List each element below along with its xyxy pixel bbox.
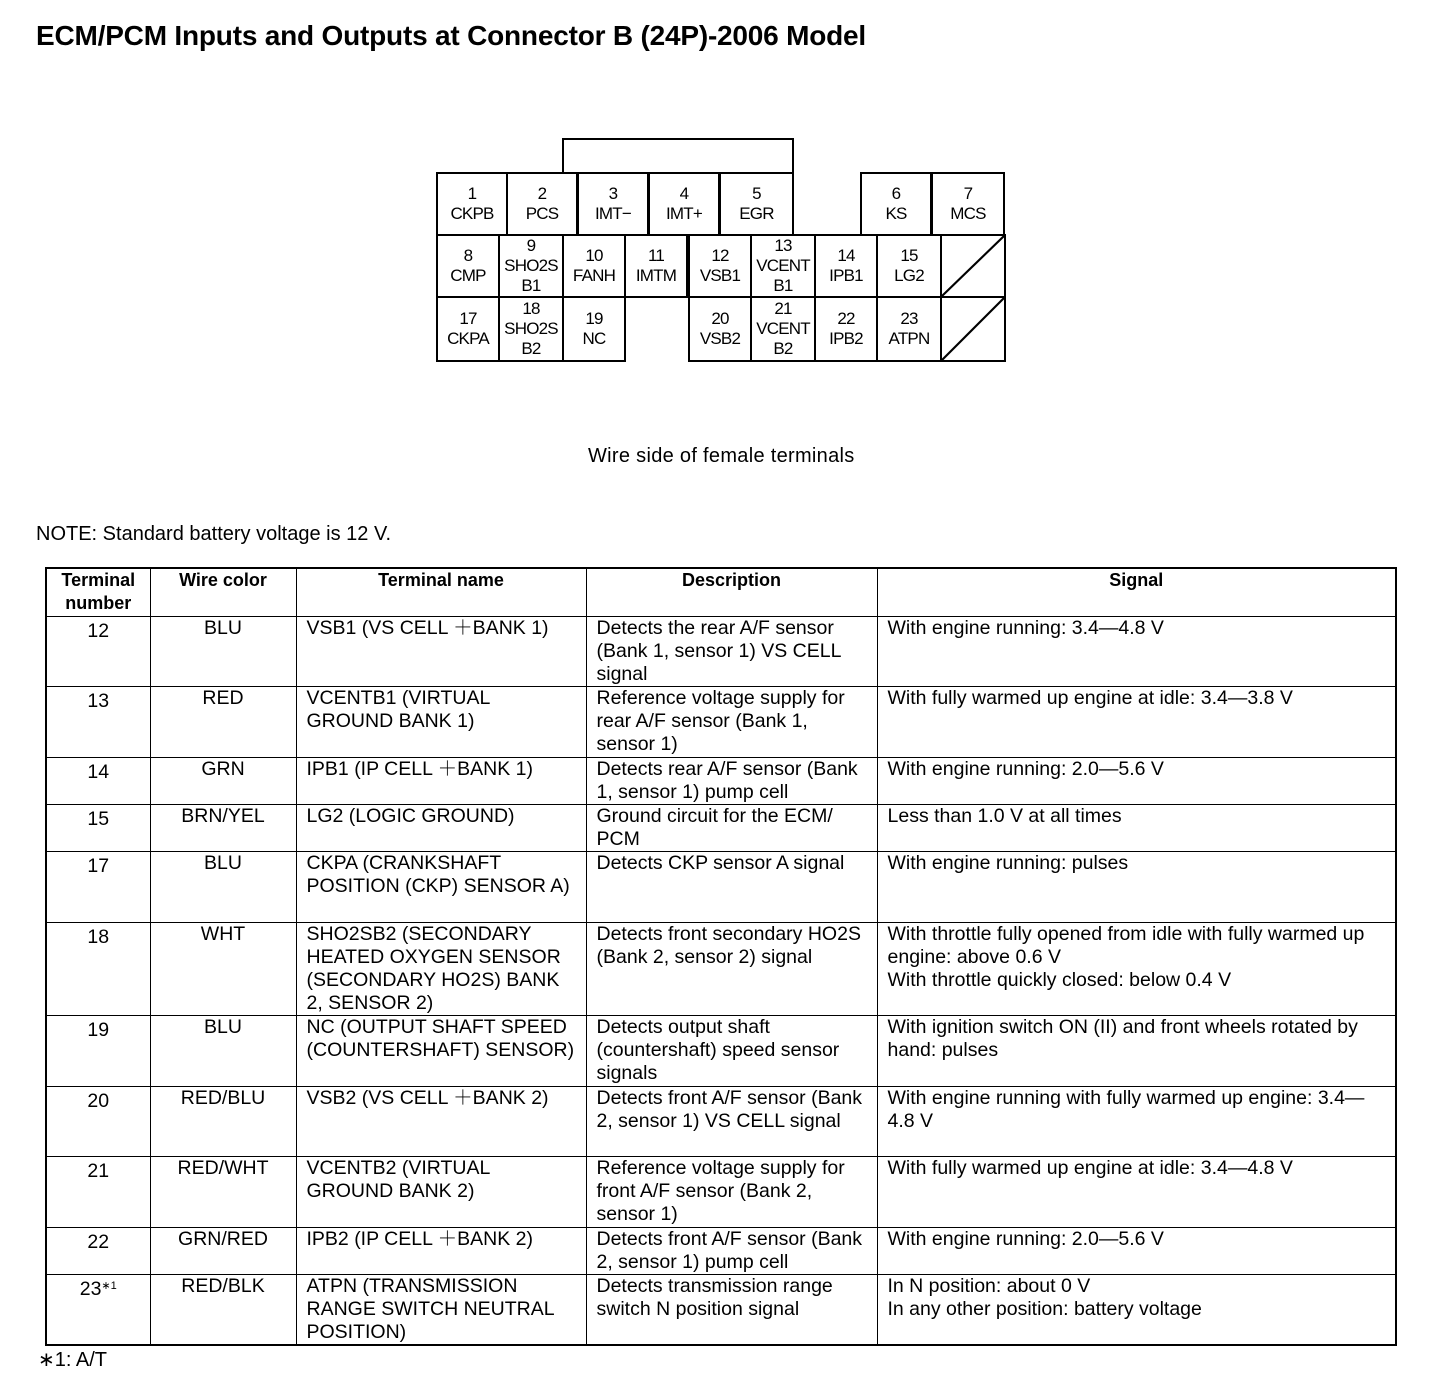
terminal-label: B1	[773, 276, 793, 295]
terminal-label: VCENT	[756, 319, 810, 338]
wire-color-cell: RED/WHT	[150, 1156, 296, 1227]
terminal-number: 20	[711, 309, 729, 328]
terminal-label: PCS	[525, 204, 559, 223]
table-row	[46, 922, 1396, 1015]
table-row	[46, 1156, 1396, 1227]
terminal-label: LG2	[894, 266, 924, 285]
terminal-label: VSB2	[699, 329, 741, 348]
unused-cavity-1	[940, 234, 1006, 298]
terminal-number-cell	[46, 1274, 150, 1345]
header-description: Description	[586, 568, 877, 616]
description-cell: Detects rear A/F sensor (Bank 1, sensor 1) pump cell	[586, 757, 877, 804]
table-row	[46, 1015, 1396, 1086]
terminal-number-cell	[46, 1156, 150, 1227]
footnote-marker: ∗1	[101, 1279, 117, 1292]
terminal-cell-19	[562, 296, 626, 362]
terminal-number: 10	[585, 246, 603, 265]
connector-diagram	[436, 138, 1006, 364]
header-wire-color: Wire color	[150, 568, 296, 616]
terminal-number-cell	[46, 1015, 150, 1086]
terminal-label: B1	[521, 276, 541, 295]
terminal-cell-23	[876, 296, 942, 362]
terminal-number-cell	[46, 851, 150, 922]
terminal-number: 15	[900, 246, 918, 265]
terminal-number-cell	[46, 686, 150, 757]
table-row	[46, 804, 1396, 851]
terminal-number: 13	[87, 689, 110, 712]
description-cell: Reference voltage supply for front A/F sensor (Bank 2, sensor 1)	[586, 1156, 877, 1227]
terminal-name-cell: VCENTB1 (VIRTUAL GROUND BANK 1)	[296, 686, 586, 757]
terminal-table	[45, 567, 1397, 1346]
terminal-cell-3	[577, 172, 649, 236]
terminal-label: IMT+	[666, 204, 702, 223]
terminal-number: 3	[608, 184, 618, 203]
terminal-cell-5	[719, 172, 794, 236]
terminal-cell-13	[750, 234, 816, 298]
terminal-cell-11	[624, 234, 688, 298]
terminal-number: 21	[87, 1159, 110, 1182]
unused-cavity-2	[940, 296, 1006, 362]
terminal-number: 4	[679, 184, 689, 203]
terminal-label: SHO2S	[504, 256, 558, 275]
terminal-number-cell	[46, 1086, 150, 1156]
terminal-number: 5	[752, 184, 761, 203]
table-row	[46, 1086, 1396, 1156]
table-row	[46, 757, 1396, 804]
signal-cell: With fully warmed up engine at idle: 3.4—4.8 V	[877, 1156, 1396, 1227]
terminal-number: 15	[87, 807, 110, 830]
signal-cell: With ignition switch ON (II) and front wheels rotated by hand: pulses	[877, 1015, 1396, 1086]
terminal-label: CKPA	[447, 329, 489, 348]
description-cell: Detects front secondary HO2S (Bank 2, sensor 2) signal	[586, 922, 877, 1015]
description-cell: Ground circuit for the ECM/ PCM	[586, 804, 877, 851]
terminal-number: 17	[87, 854, 110, 877]
header-terminal-number: Terminal number	[46, 568, 150, 616]
table-row	[46, 1274, 1396, 1345]
voltage-note: NOTE: Standard battery voltage is 12 V.	[36, 523, 392, 545]
terminal-label: IPB2	[829, 329, 863, 348]
terminal-number: 23	[79, 1277, 102, 1300]
terminal-cell-14	[814, 234, 878, 298]
signal-cell: With throttle fully opened from idle with fully warmed up engine: above 0.6 V With throttle quickly closed: below 0.4 V	[877, 922, 1396, 1015]
terminal-cell-22	[814, 296, 878, 362]
wire-color-cell: BLU	[150, 616, 296, 686]
terminal-label: ATPN	[888, 329, 930, 348]
signal-cell: Less than 1.0 V at all times	[877, 804, 1396, 851]
terminal-number: 12	[711, 246, 729, 265]
wire-color-cell: RED/BLK	[150, 1274, 296, 1345]
description-cell: Detects front A/F sensor (Bank 2, sensor 1) pump cell	[586, 1227, 877, 1274]
wire-color-cell: BLU	[150, 851, 296, 922]
terminal-label: CMP	[450, 266, 486, 285]
terminal-cell-10	[562, 234, 626, 298]
terminal-number: 22	[87, 1230, 110, 1253]
terminal-number: 9	[526, 236, 536, 255]
terminal-cell-9	[498, 234, 564, 298]
terminal-number-cell	[46, 804, 150, 851]
unused-slash-icon	[942, 298, 1004, 360]
terminal-label: IPB1	[829, 266, 863, 285]
header-signal: Signal	[877, 568, 1396, 616]
terminal-label: CKPB	[450, 204, 494, 223]
terminal-name-cell: VCENTB2 (VIRTUAL GROUND BANK 2)	[296, 1156, 586, 1227]
terminal-name-cell: IPB1 (IP CELL ＋BANK 1)	[296, 757, 586, 804]
signal-cell: With engine running: pulses	[877, 851, 1396, 922]
terminal-number: 20	[87, 1089, 110, 1112]
terminal-label: MCS	[950, 204, 986, 223]
terminal-cell-2	[506, 172, 578, 236]
terminal-cell-15	[876, 234, 942, 298]
terminal-number: 17	[459, 309, 477, 328]
terminal-number: 2	[537, 184, 547, 203]
terminal-cell-12	[688, 234, 752, 298]
connector-latch-tab	[562, 138, 794, 174]
header-terminal-name: Terminal name	[296, 568, 586, 616]
terminal-label: NC	[582, 329, 606, 348]
description-cell: Reference voltage supply for rear A/F sensor (Bank 1, sensor 1)	[586, 686, 877, 757]
terminal-cell-1	[436, 172, 508, 236]
terminal-number: 6	[891, 184, 901, 203]
terminal-cell-20	[688, 296, 752, 362]
terminal-number: 22	[837, 309, 855, 328]
terminal-number: 18	[87, 925, 110, 948]
terminal-label: B2	[773, 339, 793, 358]
terminal-number: 19	[87, 1018, 110, 1041]
terminal-label: VCENT	[756, 256, 810, 275]
terminal-number: 19	[585, 309, 603, 328]
terminal-number: 1	[467, 184, 477, 203]
signal-cell: With engine running: 3.4—4.8 V	[877, 616, 1396, 686]
unused-slash-icon	[942, 236, 1004, 296]
terminal-number-cell	[46, 616, 150, 686]
terminal-label: EGR	[739, 204, 774, 223]
table-row	[46, 616, 1396, 686]
page-title: ECM/PCM Inputs and Outputs at Connector B (24P)-2006 Model	[36, 20, 867, 51]
terminal-number: 14	[87, 760, 110, 783]
diagram-caption: Wire side of female terminals	[588, 445, 855, 467]
terminal-number-cell	[46, 757, 150, 804]
terminal-cell-21	[750, 296, 816, 362]
terminal-number-cell	[46, 922, 150, 1015]
wire-color-cell: RED/BLU	[150, 1086, 296, 1156]
terminal-number: 14	[837, 246, 855, 265]
terminal-label: IMT−	[595, 204, 631, 223]
terminal-number-cell	[46, 1227, 150, 1274]
terminal-cell-6	[860, 172, 932, 236]
terminal-label: SHO2S	[504, 319, 558, 338]
description-cell: Detects transmission range switch N position signal	[586, 1274, 877, 1345]
signal-cell: In N position: about 0 V In any other position: battery voltage	[877, 1274, 1396, 1345]
table-row	[46, 686, 1396, 757]
terminal-name-cell: VSB1 (VS CELL ＋BANK 1)	[296, 616, 586, 686]
description-cell: Detects front A/F sensor (Bank 2, sensor 1) VS CELL signal	[586, 1086, 877, 1156]
description-cell: Detects output shaft (countershaft) speed sensor signals	[586, 1015, 877, 1086]
terminal-number: 13	[774, 236, 792, 255]
terminal-label: B2	[521, 339, 541, 358]
terminal-cell-8	[436, 234, 500, 298]
wire-color-cell: WHT	[150, 922, 296, 1015]
terminal-number: 23	[900, 309, 918, 328]
signal-cell: With engine running with fully warmed up engine: 3.4—4.8 V	[877, 1086, 1396, 1156]
wire-color-cell: GRN	[150, 757, 296, 804]
terminal-label: FANH	[572, 266, 616, 285]
terminal-name-cell: NC (OUTPUT SHAFT SPEED (COUNTERSHAFT) SENSOR)	[296, 1015, 586, 1086]
signal-cell: With fully warmed up engine at idle: 3.4—3.8 V	[877, 686, 1396, 757]
description-cell: Detects the rear A/F sensor (Bank 1, sensor 1) VS CELL signal	[586, 616, 877, 686]
terminal-number: 12	[87, 619, 110, 642]
terminal-number: 7	[963, 184, 973, 203]
terminal-cell-7	[931, 172, 1005, 236]
terminal-name-cell: ATPN (TRANSMISSION RANGE SWITCH NEUTRAL POSITION)	[296, 1274, 586, 1345]
terminal-cell-17	[436, 296, 500, 362]
signal-cell: With engine running: 2.0—5.6 V	[877, 1227, 1396, 1274]
signal-cell: With engine running: 2.0—5.6 V	[877, 757, 1396, 804]
terminal-cell-4	[648, 172, 720, 236]
terminal-number: 18	[522, 299, 540, 318]
table-row	[46, 1227, 1396, 1274]
terminal-label: VSB1	[699, 266, 741, 285]
wire-color-cell: GRN/RED	[150, 1227, 296, 1274]
terminal-number: 11	[647, 246, 665, 265]
terminal-number: 21	[774, 299, 792, 318]
footnote: ∗1: A/T	[38, 1349, 108, 1371]
table-row	[46, 851, 1396, 922]
wire-color-cell: BLU	[150, 1015, 296, 1086]
terminal-name-cell: LG2 (LOGIC GROUND)	[296, 804, 586, 851]
terminal-name-cell: IPB2 (IP CELL ＋BANK 2)	[296, 1227, 586, 1274]
terminal-cell-18	[498, 296, 564, 362]
wire-color-cell: RED	[150, 686, 296, 757]
description-cell: Detects CKP sensor A signal	[586, 851, 877, 922]
terminal-name-cell: SHO2SB2 (SECONDARY HEATED OXYGEN SENSOR (SECONDARY HO2S) BANK 2, SENSOR 2)	[296, 922, 586, 1015]
terminal-label: IMTM	[635, 266, 677, 285]
terminal-label: KS	[885, 204, 907, 223]
terminal-number: 8	[463, 246, 473, 265]
table-header-row	[46, 568, 1396, 616]
terminal-name-cell: CKPA (CRANKSHAFT POSITION (CKP) SENSOR A)	[296, 851, 586, 922]
terminal-name-cell: VSB2 (VS CELL ＋BANK 2)	[296, 1086, 586, 1156]
wire-color-cell: BRN/YEL	[150, 804, 296, 851]
